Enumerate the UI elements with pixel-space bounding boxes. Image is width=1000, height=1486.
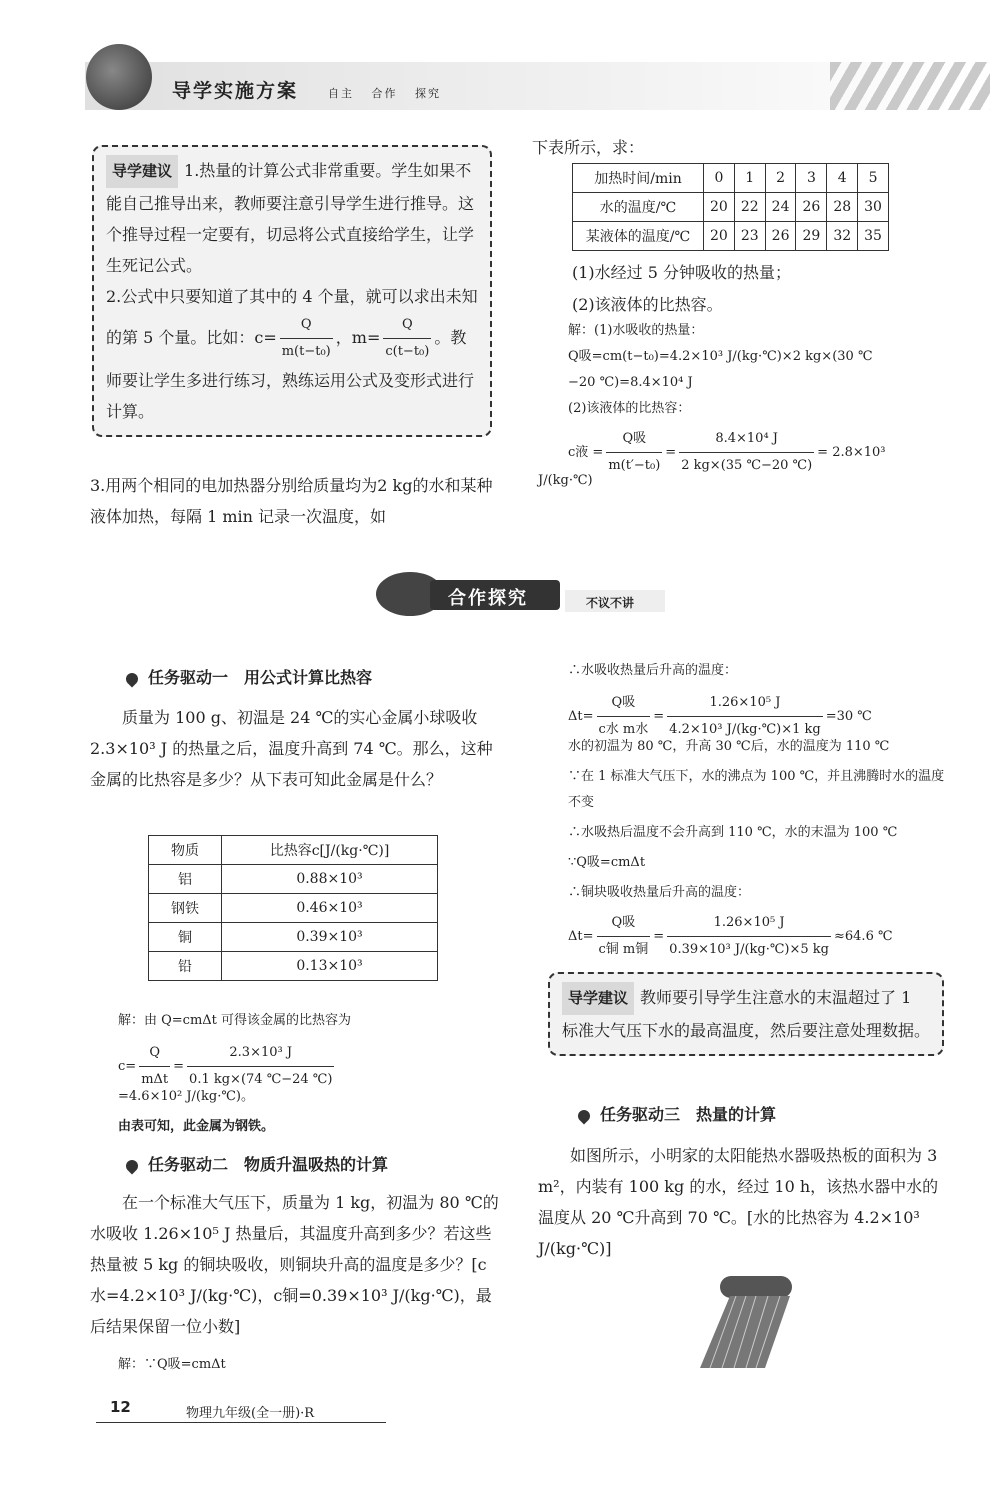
task-1-title: 任务驱动一 用公式计算比热容: [126, 665, 372, 688]
solar-heater-icon: [690, 1268, 800, 1373]
location-pin-icon: [124, 1157, 141, 1174]
formula-fraction: $\frac{\text{Q吸}}{\text{c水 m水}}$: [597, 690, 651, 743]
solution-formula: Δt= $\frac{\text{Q吸}}{\text{c铜 m铜}}$ = $\frac{\text{1.26×10⁵ J}}{\text{0.39×10³ J/(kg·℃)×5 kg}}$ ≈64.6 ℃: [568, 910, 893, 963]
solution-line: J/(kg·℃): [538, 473, 593, 488]
solution-line: Q吸=cm(t−t₀)=4.2×10³ J/(kg·℃)×2 kg×(30 ℃: [568, 349, 873, 364]
solution-line: 解：(1)水吸收的热量：: [568, 323, 704, 338]
formula-fraction: $\frac{Q}{\text{c(t−t₀)}}$: [383, 312, 431, 365]
formula-fraction: $\frac{Q}{\text{m(t−t₀)}}$: [280, 312, 333, 365]
solution-line: ∴铜块吸收热量后升高的温度：: [568, 885, 751, 900]
task-2-body: 在一个标准大气压下，质量为 1 kg，初温为 80 ℃的水吸收 1.26×10⁵ J 热量后，其温度升高到多少？若这些热量被 5 kg 的铜块吸收，则铜块升高的温度是多少？[c水=4.2×10³ J/(kg·℃)，c铜=0.39×10³ J/(kg·℃)，最后结果保留一位小数]: [90, 1193, 499, 1336]
note-text: 教师要引导学生注意水的末温超过了 1 标准大气压下水的最高温度，然后要注意处理数据。: [562, 988, 931, 1040]
table-row: 物质 比热容c[J/(kg·℃)]: [149, 836, 438, 865]
footer-divider: [96, 1422, 386, 1423]
note-label: 导学建议: [562, 982, 634, 1015]
solution-line: ∵在 1 标准大气压下，水的沸点为 100 ℃，并且沸腾时水的温度不变: [568, 769, 945, 810]
solution-line: 水的初温为 80 ℃，升高 30 ℃后，水的温度为 110 ℃: [568, 739, 890, 754]
specific-heat-table: [148, 835, 438, 981]
header-title: 导学实施方案: [172, 80, 299, 102]
table-row: 铅 0.13×10³: [149, 952, 438, 981]
solution-formula: Δt= $\frac{\text{Q吸}}{\text{c水 m水}}$ = $\frac{\text{1.26×10⁵ J}}{\text{4.2×10³ J/(kg·℃)×1 kg}}$ =30 ℃: [568, 690, 872, 743]
solution-line: 解：由 Q=cmΔt 可得该金属的比热容为: [118, 1013, 352, 1028]
solution-line: 由表可知，此金属为钢铁。: [118, 1119, 275, 1134]
question-part: (1)水经过 5 分钟吸收的热量；: [572, 263, 792, 282]
table-row: 铝 0.88×10³: [149, 865, 438, 894]
header-tag: 探究: [415, 87, 441, 100]
temperature-table: [572, 163, 889, 251]
question-3: 3.用两个相同的电加热器分别给质量均为2 kg的水和某种液体加热，每隔 1 min 记录一次温度，如: [90, 476, 493, 526]
formula-fraction: $\frac{\text{8.4×10⁴ J}}{2 kg\times(35 ℃-20 ℃)}$: [679, 426, 814, 479]
section-subtitle: 不议不讲: [586, 596, 635, 610]
note-text: 2.公式中只要知道了其中的 4 个量，就可以求出未知的第 5 个量。比如：c=: [106, 287, 478, 347]
question-3-cont: 下表所示，求：: [532, 138, 645, 157]
solution-formula: c= $\frac{Q}{\text{mΔt}}$ = $\frac{\text{2.3×10³ J}}{0.1 kg\times(74 ℃-24 ℃)}$: [118, 1040, 337, 1093]
header-tags: [328, 85, 453, 101]
formula-fraction: $\frac{\text{1.26×10⁵ J}}{\text{4.2×10³ J/(kg·℃)×1 kg}}$: [667, 690, 823, 743]
section-banner: [370, 568, 670, 618]
task-1-body: 质量为 100 g、初温是 24 ℃的实心金属小球吸收 2.3×10³ J 的热量之后，温度升高到 74 ℃。那么，这种金属的比热容是多少？从下表可知此金属是什么？: [90, 708, 493, 789]
page-number: 12: [110, 1398, 131, 1416]
solution-line: −20 ℃)=8.4×10⁴ J: [568, 375, 693, 390]
task-2-title: 任务驱动二 物质升温吸热的计算: [126, 1152, 388, 1175]
task-3-title: 任务驱动三 热量的计算: [578, 1102, 776, 1125]
table-row: 加热时间/min 0 1 2 3 4 5: [573, 164, 889, 193]
solution-line: ∴水吸收热量后升高的温度：: [568, 663, 738, 678]
solar-water-heater-image: [690, 1268, 800, 1373]
table-row: 钢铁 0.46×10³: [149, 894, 438, 923]
solution-formula: c液 = $\frac{\text{Q吸}}{\text{m(t′−t₀)}}$ = $\frac{\text{8.4×10⁴ J}}{2 kg\times(35 ℃-20 ℃)}$ = 2.8×10³: [568, 426, 886, 479]
header-tag: 合作: [371, 87, 398, 100]
guide-note-2: [548, 972, 944, 1056]
note-label: 导学建议: [106, 155, 178, 188]
formula-fraction: $\frac{\text{Q吸}}{\text{m(t′−t₀)}}$: [606, 426, 662, 479]
formula-fraction: $\frac{Q}{\text{mΔt}}$: [139, 1040, 170, 1093]
question-part: (2)该液体的比热容。: [572, 295, 723, 314]
location-pin-icon: [124, 670, 141, 687]
header-tag: 自主: [328, 87, 354, 100]
table-row: 某液体的温度/℃ 20 23 26 29 32 35: [573, 222, 889, 251]
formula-fraction: $\frac{\text{Q吸}}{\text{c铜 m铜}}$: [597, 910, 651, 963]
table-row: 铜 0.39×10³: [149, 923, 438, 952]
solution-line: =4.6×10² J/(kg·℃)。: [118, 1089, 254, 1104]
solution-line: ∵Q吸=cmΔt: [568, 855, 646, 870]
header-stripes: [830, 62, 990, 110]
note-text: 1.热量的计算公式非常重要。学生如果不能自己推导出来，教师要注意引导学生进行推导。这个推导过程一定要有，切忌将公式直接给学生，让学生死记公式。: [106, 161, 475, 275]
book-title: 物理九年级(全一册)·R: [186, 1406, 315, 1421]
formula-fraction: $\frac{\text{1.26×10⁵ J}}{\text{0.39×10³ J/(kg·℃)×5 kg}}$: [667, 910, 831, 963]
note-text: m=: [351, 328, 381, 347]
solution-line: 解：∵Q吸=cmΔt: [118, 1357, 226, 1372]
section-title: 合作探究: [448, 588, 528, 609]
note-text: 。教师要让学生多进行练习，熟练运用公式及变形式进行计算。: [106, 328, 475, 421]
solution-line: ∴水吸热后温度不会升高到 110 ℃，水的末温为 100 ℃: [568, 825, 898, 840]
mascot-icon: [86, 44, 152, 110]
guide-note-1: 导学建议 1.热量的计算公式非常重要。学生如果不能自己推导出来，教师要注意引导学生进行推导。这个推导过程一定要有，切忌将公式直接给学生，让学生死记公式。 2.公式中只要知道了其中的 4 个量，就可以求出未知的第 5 个量。比如：c= $\frac{Q}{\text{m(t−t₀)}}$ ，m= $\frac{Q}{\text{c(t−t₀)}}$ 。教师要让学生多进行练习，熟练运用公式及变形式进行计算。: [92, 145, 492, 437]
table-row: 水的温度/℃ 20 22 24 26 28 30: [573, 193, 889, 222]
formula-fraction: $\frac{\text{2.3×10³ J}}{0.1 kg\times(74 ℃-24 ℃)}$: [187, 1040, 334, 1093]
task-3-body: 如图所示，小明家的太阳能热水器吸热板的面积为 3 m²，内装有 100 kg 的水，经过 10 h，该热水器中水的温度从 20 ℃升高到 70 ℃。[水的比热容为 4.2×10³ J/(kg·℃)]: [538, 1146, 939, 1258]
solution-line: (2)该液体的比热容：: [568, 401, 691, 416]
location-pin-icon: [576, 1107, 593, 1124]
